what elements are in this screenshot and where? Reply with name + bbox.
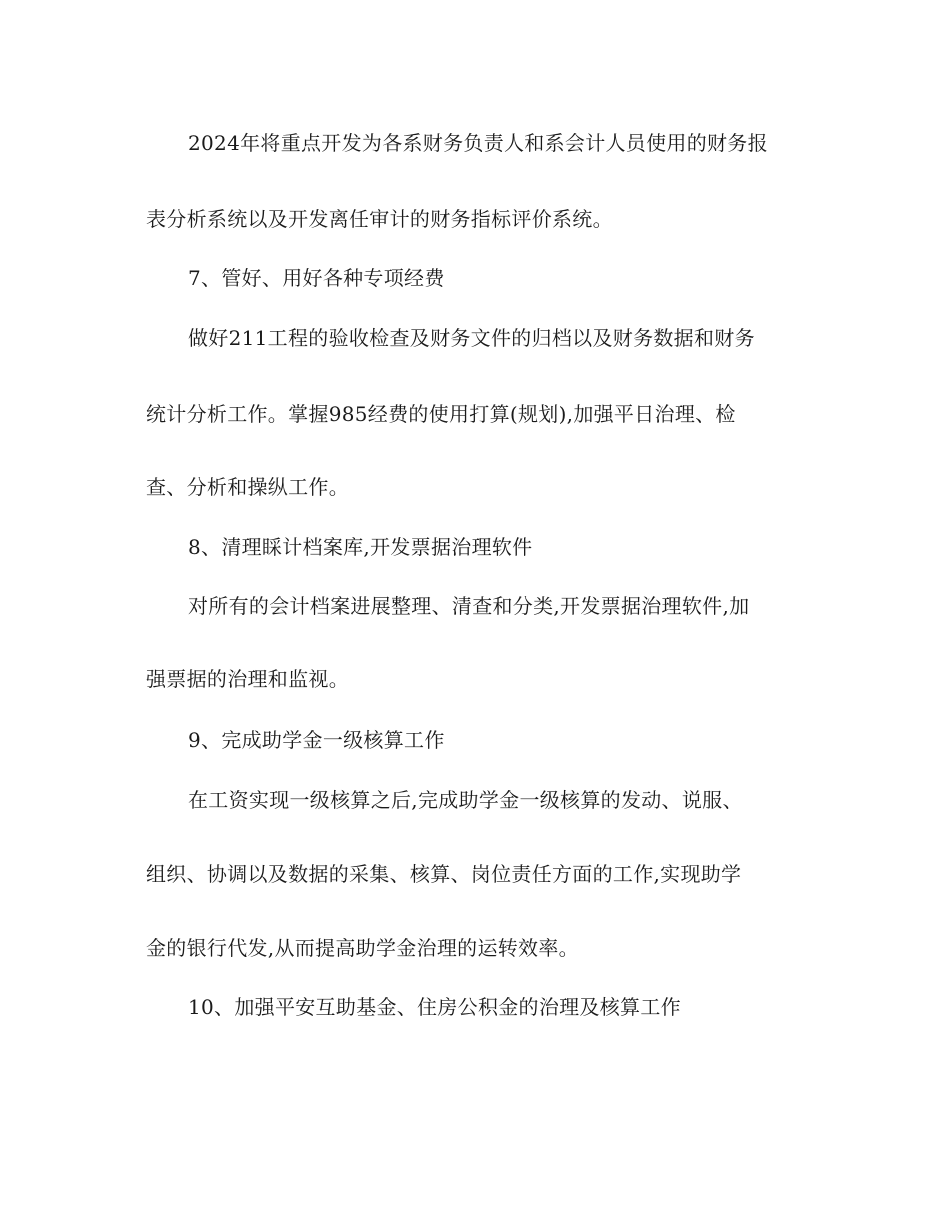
paragraph-line: 统计分析工作。掌握985经费的使用打算(规划),加强平日治理、检 [146, 402, 736, 426]
paragraph-line: 在工资实现一级核算之后,完成助学金一级核算的发动、说服、 [188, 788, 743, 812]
section-heading: 9、完成助学金一级核算工作 [188, 728, 445, 752]
section-heading: 8、清理睬计档案库,开发票据治理软件 [188, 535, 533, 559]
paragraph-line: 表分析系统以及开发离任审计的财务指标评价系统。 [146, 207, 613, 231]
paragraph-line: 金的银行代发,从而提高助学金治理的运转效率。 [146, 936, 579, 960]
paragraph-line: 做好211工程的验收检查及财务文件的归档以及财务数据和财务 [188, 326, 755, 350]
paragraph-line: 组织、协调以及数据的采集、核算、岗位责任方面的工作,实现助学 [146, 862, 742, 886]
paragraph-line: 2024年将重点开发为各系财务负责人和系会计人员使用的财务报 [188, 131, 768, 155]
section-heading: 10、加强平安互助基金、住房公积金的治理及核算工作 [188, 995, 681, 1019]
paragraph-line: 对所有的会计档案进展整理、清查和分类,开发票据治理软件,加 [188, 594, 750, 618]
paragraph-line: 查、分析和操纵工作。 [146, 475, 349, 499]
paragraph-line: 强票据的治理和监视。 [146, 667, 349, 691]
section-heading: 7、管好、用好各种专项经费 [188, 266, 445, 290]
